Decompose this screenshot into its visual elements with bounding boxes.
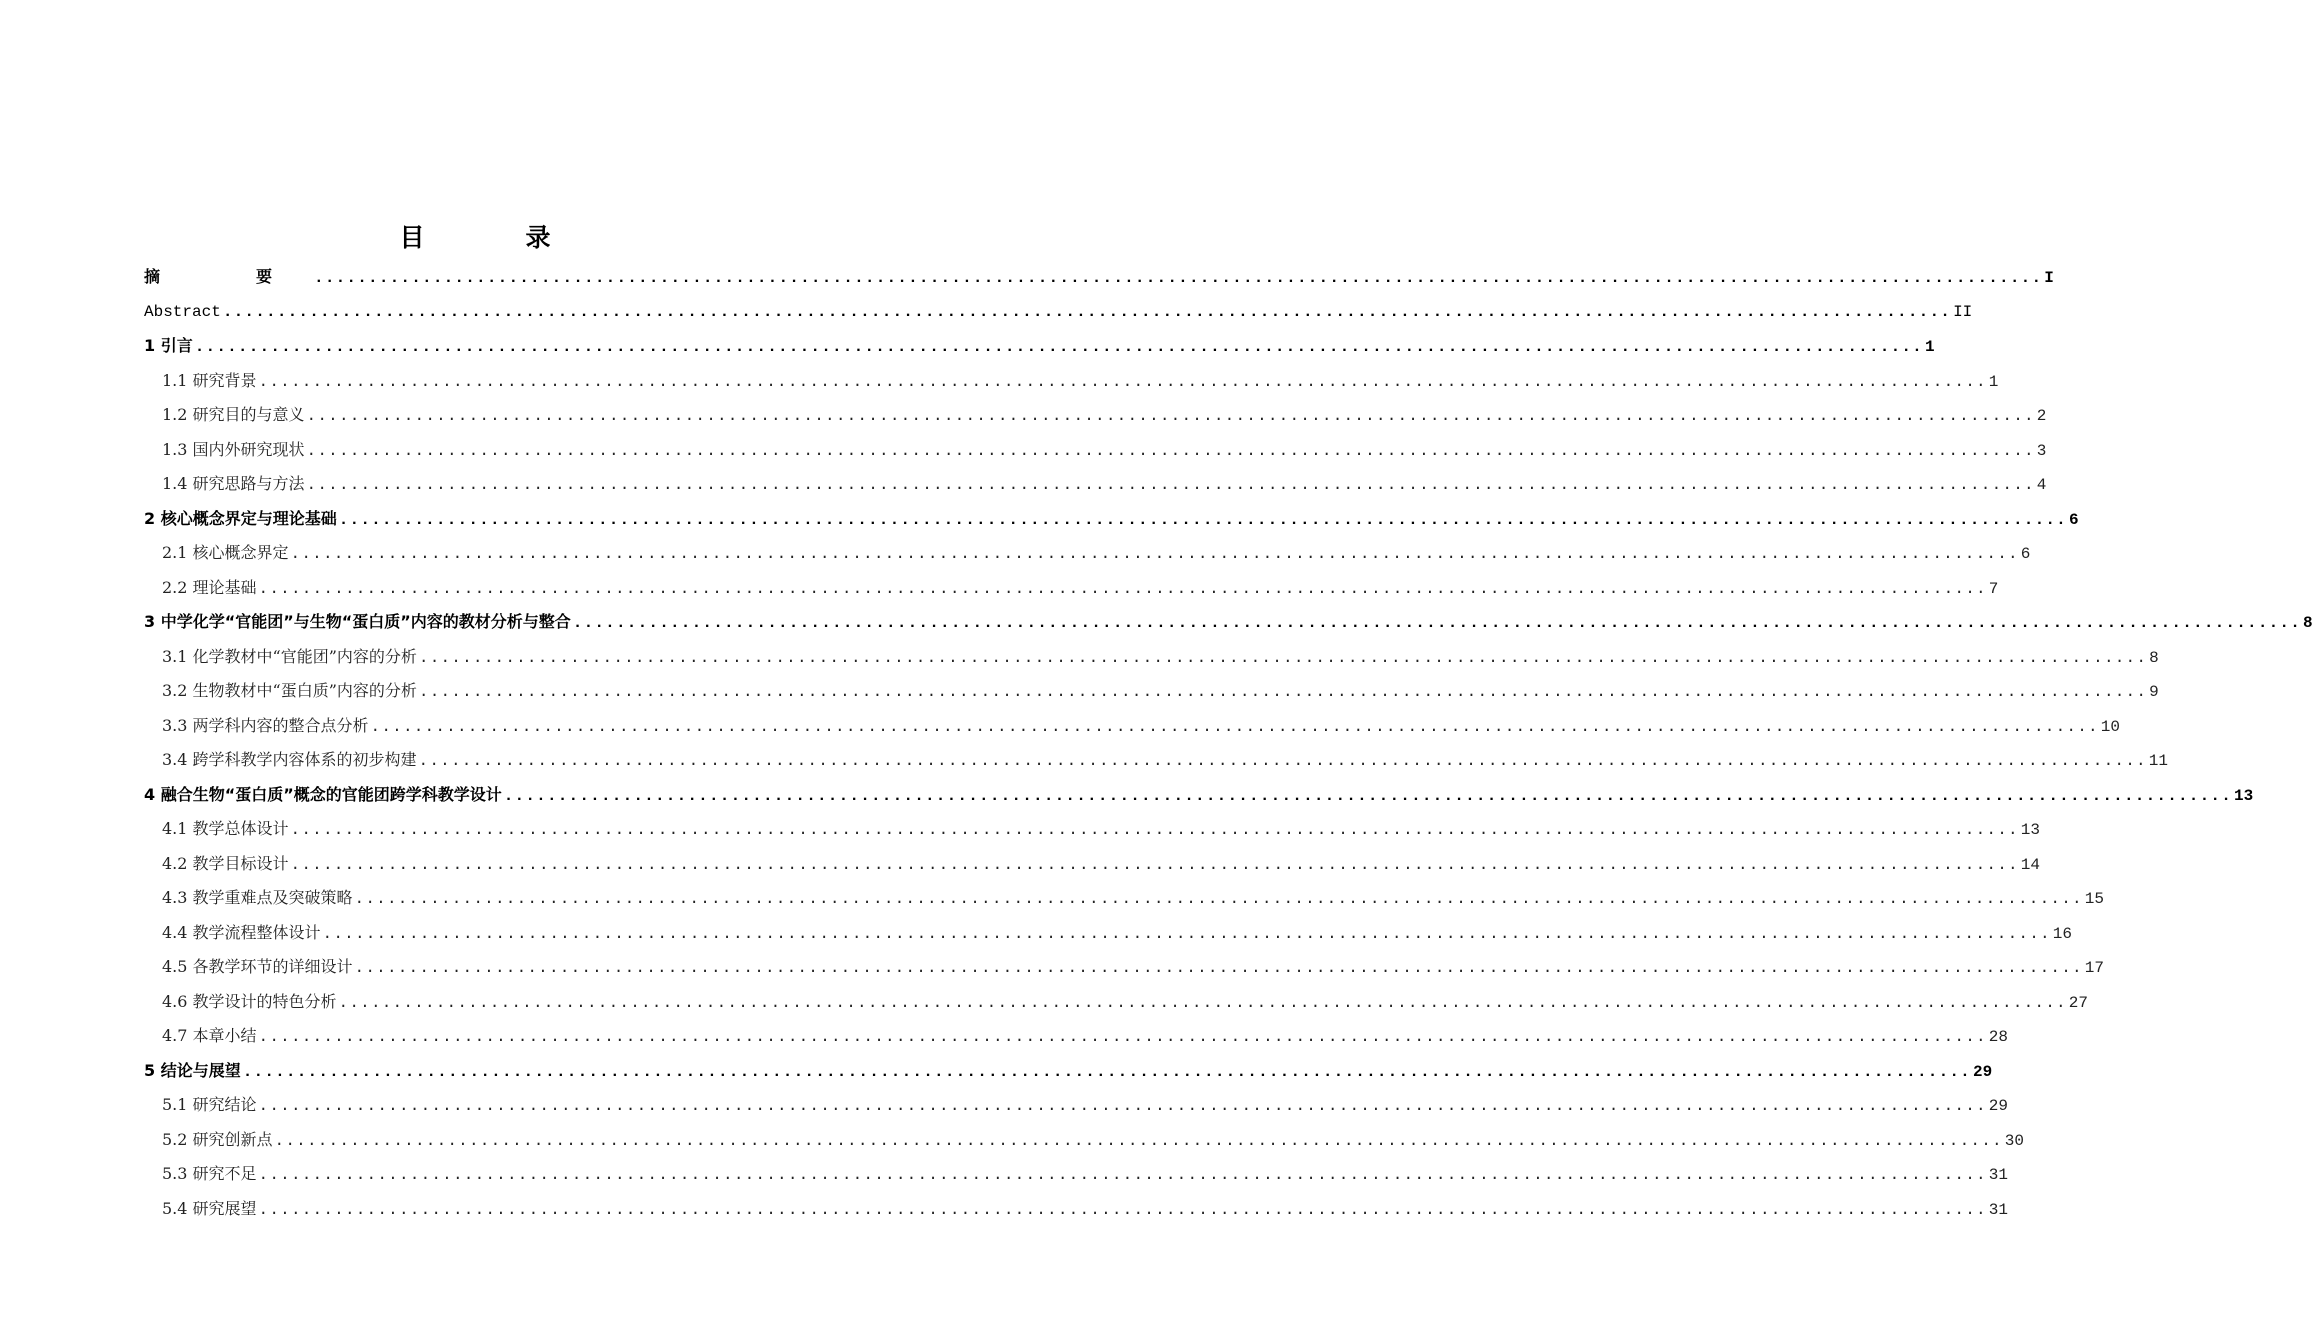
toc-entry-page-number: 4 bbox=[2036, 476, 2047, 494]
toc-entry[interactable] bbox=[144, 398, 2047, 433]
toc-entry-label: 4.4 教学流程整体设计 bbox=[162, 922, 321, 942]
toc-leader-dots: ................................................................................................................................................................ bbox=[314, 269, 2043, 287]
toc-leader-dots: ................................................................................................................................................................ bbox=[322, 924, 2051, 943]
toc-entry[interactable] bbox=[144, 709, 2120, 744]
toc-leader-dots: ................................................................................................................................................................ bbox=[290, 855, 2019, 874]
toc-leader-dots: ................................................................................................................................................................ bbox=[418, 648, 2148, 667]
toc-leader-dots: ................................................................................................................................................................ bbox=[258, 1166, 1987, 1184]
toc-entry-page-number: 2 bbox=[2036, 407, 2047, 425]
toc-leader-dots: ................................................................................................................................................................ bbox=[370, 717, 2099, 736]
toc-entry-page-number: 14 bbox=[2020, 855, 2040, 874]
toc-entry-label: 4.1 教学总体设计 bbox=[162, 819, 289, 838]
toc-leader-dots: ................................................................................................................................................................ bbox=[306, 476, 2035, 494]
toc-entry[interactable] bbox=[144, 571, 1999, 606]
toc-entry-page-number: 27 bbox=[2068, 993, 2088, 1012]
toc-leader-dots: ................................................................................................................................................................ bbox=[290, 821, 2019, 839]
toc-leader-dots: ................................................................................................................................................................ bbox=[354, 890, 2083, 908]
toc-entry-page-number: 13 bbox=[2020, 821, 2040, 839]
toc-leader-dots: ................................................................................................................................................................ bbox=[274, 1131, 2003, 1150]
toc-entry-page-number: II bbox=[1953, 302, 1973, 321]
toc-entry-label: 1 引言 bbox=[144, 336, 193, 355]
toc-entry[interactable] bbox=[144, 502, 2079, 537]
toc-entry-label: 2 核心概念界定与理论基础 bbox=[144, 508, 337, 528]
toc-entry-page-number: 6 bbox=[2068, 510, 2079, 529]
toc-entry-page-number: 8 bbox=[2149, 648, 2159, 667]
toc-entry[interactable] bbox=[144, 364, 1999, 399]
toc-leader-dots: ................................................................................................................................................................ bbox=[306, 441, 2035, 460]
toc-leader-dots: ................................................................................................................................................................ bbox=[503, 786, 2232, 805]
toc-entry-label: 5.2 研究创新点 bbox=[162, 1129, 273, 1149]
toc-entry-label: Abstract bbox=[144, 302, 221, 321]
toc-entry-page-number: 1 bbox=[1924, 338, 1935, 356]
toc-leader-dots: ................................................................................................................................................................ bbox=[290, 545, 2019, 563]
toc-entry-page-number: 29 bbox=[1988, 1097, 2008, 1115]
toc-entry-page-number: 11 bbox=[2148, 752, 2168, 770]
toc-entry[interactable] bbox=[144, 847, 2040, 882]
toc-entry-label: 1.3 国内外研究现状 bbox=[162, 439, 305, 459]
toc-entry[interactable] bbox=[144, 605, 2313, 640]
toc-entry[interactable] bbox=[144, 1123, 2024, 1158]
toc-leader-dots: ................................................................................................................................................................ bbox=[258, 1028, 1987, 1046]
toc-entry-label: 4 融合生物“蛋白质”概念的官能团跨学科教学设计 bbox=[144, 784, 502, 804]
toc-entry-label: 3.2 生物教材中“蛋白质”内容的分析 bbox=[162, 681, 417, 700]
toc-entry-page-number: 17 bbox=[2084, 959, 2104, 977]
toc-entry-label: 5 结论与展望 bbox=[144, 1060, 241, 1080]
toc-entry-page-number: 31 bbox=[1988, 1200, 2008, 1219]
toc-leader-dots: ................................................................................................................................................................ bbox=[258, 579, 1987, 598]
toc-entry[interactable] bbox=[144, 778, 2254, 813]
toc-leader-dots: ................................................................................................................................................................ bbox=[222, 302, 1952, 321]
toc-entry-label: 5.4 研究展望 bbox=[162, 1198, 257, 1218]
toc-entry-label: 4.7 本章小结 bbox=[162, 1026, 257, 1045]
toc-entry-label: 5.1 研究结论 bbox=[162, 1095, 257, 1114]
toc-entry[interactable] bbox=[144, 812, 2040, 847]
toc-leader-dots: ................................................................................................................................................................ bbox=[306, 407, 2035, 425]
toc-entry-page-number: 30 bbox=[2004, 1131, 2024, 1150]
toc-entry-label: 3.3 两学科内容的整合点分析 bbox=[162, 715, 369, 735]
toc-entry-label: 4.3 教学重难点及突破策略 bbox=[162, 888, 353, 907]
toc-entry-label: 4.6 教学设计的特色分析 bbox=[162, 991, 337, 1011]
toc-entry-label: 2.1 核心概念界定 bbox=[162, 543, 289, 562]
toc-leader-dots: ................................................................................................................................................................ bbox=[418, 752, 2147, 770]
toc-entry-label: 5.3 研究不足 bbox=[162, 1164, 257, 1183]
toc-leader-dots: ................................................................................................................................................................ bbox=[572, 614, 2302, 632]
toc-entry[interactable] bbox=[144, 260, 2054, 295]
toc-entry[interactable] bbox=[144, 950, 2104, 985]
toc-entry[interactable] bbox=[144, 433, 2047, 468]
toc-leader-dots: ................................................................................................................................................................ bbox=[258, 1200, 1987, 1219]
toc-entry-label: 1.4 研究思路与方法 bbox=[162, 474, 305, 493]
toc-entry-label: 1.1 研究背景 bbox=[162, 370, 257, 390]
toc-leader-dots: ................................................................................................................................................................ bbox=[338, 510, 2067, 529]
toc-entry-page-number: 1 bbox=[1988, 372, 1999, 391]
toc-entry[interactable] bbox=[144, 295, 1973, 330]
toc-entry-page-number: 8 bbox=[2303, 614, 2313, 632]
toc-entry-page-number: 9 bbox=[2149, 683, 2159, 701]
toc-entry[interactable] bbox=[144, 674, 2159, 709]
toc-entry[interactable] bbox=[144, 1088, 2008, 1123]
toc-entry[interactable] bbox=[144, 743, 2168, 778]
toc-entry-label: 4.2 教学目标设计 bbox=[162, 853, 289, 873]
toc-entry[interactable] bbox=[144, 1192, 2008, 1227]
toc-entry[interactable] bbox=[144, 881, 2104, 916]
toc-entry-label: 1.2 研究目的与意义 bbox=[162, 405, 305, 424]
toc-entry-page-number: 31 bbox=[1988, 1166, 2008, 1184]
toc-entry-page-number: 6 bbox=[2020, 545, 2031, 563]
toc-entry-page-number: 7 bbox=[1988, 579, 1999, 598]
toc-entry-page-number: 28 bbox=[1988, 1028, 2008, 1046]
toc-leader-dots: ................................................................................................................................................................ bbox=[242, 1062, 1971, 1081]
toc-entry-page-number: 29 bbox=[1972, 1062, 1993, 1081]
toc-entry[interactable] bbox=[144, 536, 2031, 571]
toc-entry-label: 3.4 跨学科教学内容体系的初步构建 bbox=[162, 750, 417, 769]
toc-entry-label: 4.5 各教学环节的详细设计 bbox=[162, 957, 353, 976]
toc-entry[interactable] bbox=[144, 467, 2047, 502]
toc-entry-page-number: 15 bbox=[2084, 890, 2104, 908]
toc-entry-page-number: 13 bbox=[2234, 786, 2254, 805]
toc-entry[interactable] bbox=[144, 640, 2159, 675]
toc-entry-label: 3 中学化学“官能团”与生物“蛋白质”内容的教材分析与整合 bbox=[144, 612, 571, 631]
toc-entry[interactable] bbox=[144, 1054, 1993, 1089]
toc-leader-dots: ................................................................................................................................................................ bbox=[194, 338, 1923, 356]
toc-entry-page-number: 16 bbox=[2052, 924, 2072, 943]
toc-leader-dots: ................................................................................................................................................................ bbox=[354, 959, 2083, 977]
toc-entry-label: 摘 要 bbox=[144, 267, 313, 286]
toc-leader-dots: ................................................................................................................................................................ bbox=[258, 1097, 1987, 1115]
toc-entry[interactable] bbox=[144, 916, 2072, 951]
toc-list bbox=[144, 260, 2313, 1226]
toc-entry[interactable] bbox=[144, 1157, 2008, 1192]
toc-leader-dots: ................................................................................................................................................................ bbox=[418, 683, 2148, 701]
toc-entry[interactable] bbox=[144, 329, 1935, 364]
toc-entry-page-number: I bbox=[2044, 269, 2054, 287]
toc-leader-dots: ................................................................................................................................................................ bbox=[338, 993, 2067, 1012]
toc-entry-page-number: 3 bbox=[2036, 441, 2047, 460]
toc-entry[interactable] bbox=[144, 1019, 2008, 1054]
toc-entry[interactable] bbox=[144, 985, 2088, 1020]
toc-entry-label: 2.2 理论基础 bbox=[162, 577, 257, 597]
toc-entry-page-number: 10 bbox=[2100, 717, 2120, 736]
toc-leader-dots: ................................................................................................................................................................ bbox=[258, 372, 1987, 391]
toc-title: 目 录 bbox=[399, 223, 589, 252]
toc-entry-label: 3.1 化学教材中“官能团”内容的分析 bbox=[162, 646, 417, 666]
